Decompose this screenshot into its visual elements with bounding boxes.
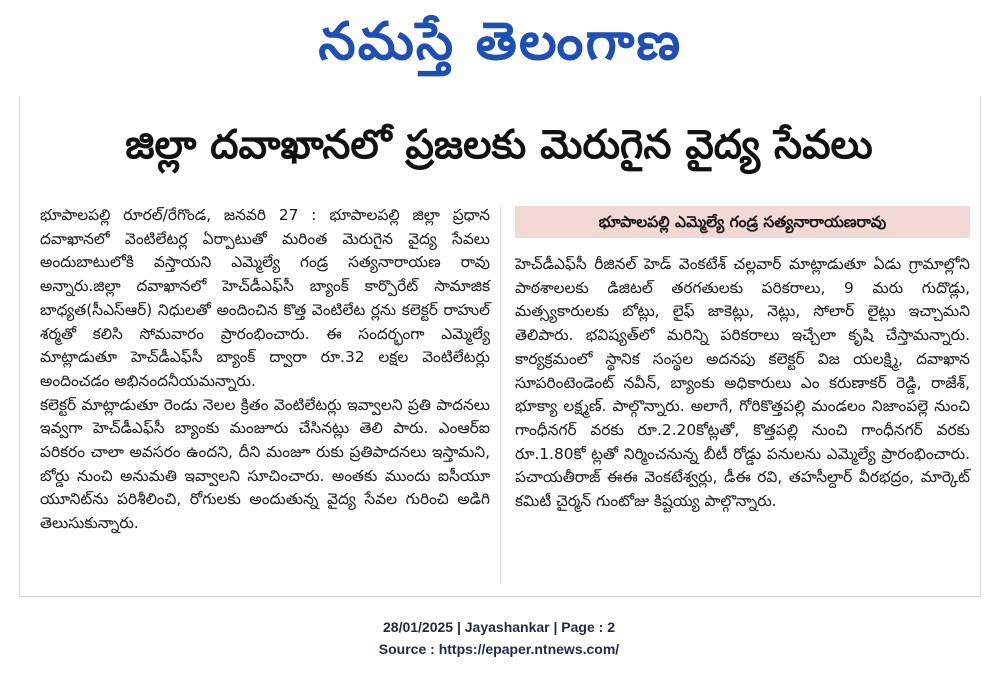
article-headline: జిల్లా దవాఖానలో ప్రజలకు మెరుగైన వైద్య సేవలు xyxy=(125,122,873,168)
footer-source[interactable]: Source : https://epaper.ntnews.com/ xyxy=(378,641,620,657)
paragraph: భూపాలపల్లి రూరల్/రేగొండ, జనవరి 27 : భూపాలపల్లి జిల్లా ప్రధాన దవాఖానలో వెంటిలేటర్ల ఏర్పాటుతో మరింత మెరుగైన వైద్య సేవలు అందుబాటులోకి వస్తాయని ఎమ్మెల్యే గండ్ర సత్యనారాయణ రావు అన్నారు.జిల్లా దవాఖానలో హెచ్‌డీఎఫ్‌సీ బ్యాంక్ కార్పొరేట్ సామాజిక బాధ్యత(సీఎస్‌ఆర్) నిధులతో అందించిన కొత్త వెంటిలేట ర్లను కలెక్టర్ రాహుల్ శర్మతో కలిసి సోమవారం ప్రారంభించారు. ఈ సందర్భంగా ఎమ్మెల్యే మాట్లాడుతూ హెచ్‌డీఎఫ్‌సీ బ్యాంక్ ద్వారా రూ.32 లక్షల వెంటిలేటర్లు అందించడం అభినందనీయమన్నారు. xyxy=(40,206,490,390)
footer-date-edition: 28/01/2025 | Jayashankar | Page : 2 xyxy=(383,619,615,635)
article-column-right xyxy=(515,253,970,514)
article-column-left xyxy=(40,204,490,536)
column-divider xyxy=(500,204,501,584)
paragraph: హెచ్‌డీఎఫ్‌సీ రీజినల్ హెడ్ వెంకటేశ్ చల్లవార్ మాట్లాడుతూ ఏడు గ్రామాల్లోని పాఠశాలలకు డిజిటల్ తరగతులకు పరికరాలు, 9 మరు గుదొడ్లు, మత్స్యకారులకు బోట్లు, లైఫ్ జాకెట్లు, నెట్లు, సోలార్ లైట్లు ఇచ్చామని తెలిపారు. భవిష్యత్‌లో మరిన్ని పరికరాలు ఇచ్చేలా కృషి చేస్తామన్నారు. కార్యక్రమంలో స్థానిక సంస్థల అదనపు కలెక్టర్ విజ యలక్ష్మి, దవాఖాన సూపరింటెండెంట్ నవీన్, బ్యాంకు అధికారులు ఎం కరుణాకర్ రెడ్డి, రాజేశ్, భూక్యా లక్ష్మణ్. పాల్గొన్నారు. అలాగే, గోరికొత్తపల్లి మండలం నిజాంపల్లె నుంచి గాంధీనగర్ వరకు రూ.2.20కోట్లతో, కొత్తపల్లి నుంచి గాంధీనగర్ వరకు రూ.1.80కో ట్లతో నిర్మించనున్న బీటీ రోడ్డు పనులను ఎమ్మెల్యే ప్రారంభించారు. పచాయతీరాజ్ ఈఈ వెంకటేశ్వర్లు, డీఈ రవి, తహసీల్దార్ వీరభద్రం, మార్కెట్ కమిటీ చైర్మన్ గుంటోజు కిష్టయ్య పాల్గొన్నారు. xyxy=(515,255,970,511)
masthead xyxy=(0,0,998,100)
article-subhead: భూపాలపల్లి ఎమ్మెల్యే గండ్ర సత్యనారాయణరావు xyxy=(515,206,970,238)
paragraph: కలెక్టర్ మాట్లాడుతూ రెండు నెలల క్రితం వెంటిలేటర్లు ఇవ్వాలని ప్రతి పాదనలు ఇవ్వగా హెచ్‌డీఎఫ్‌సీ బ్యాంకు మంజూరు చేసినట్లు తెలి పారు. ఎంఆర్‌ఐ పరికరం చాలా అవసరం ఉందని, దీని మంజూ రుకు ప్రతిపాదనలు ఇస్తామని, బోర్డు నుంచి అనుమతి ఇవ్వాలని సూచించారు. అంతకు ముందు ఐసీయూ యూనిట్‌ను పరిశీలించి, రోగులకు అందుతున్న వైద్య సేవల గురించి అడిగి తెలుసుకున్నారు. xyxy=(40,395,490,533)
footer xyxy=(0,616,998,660)
newspaper-logo: నమస్తే తెలంగాణ xyxy=(318,11,682,72)
